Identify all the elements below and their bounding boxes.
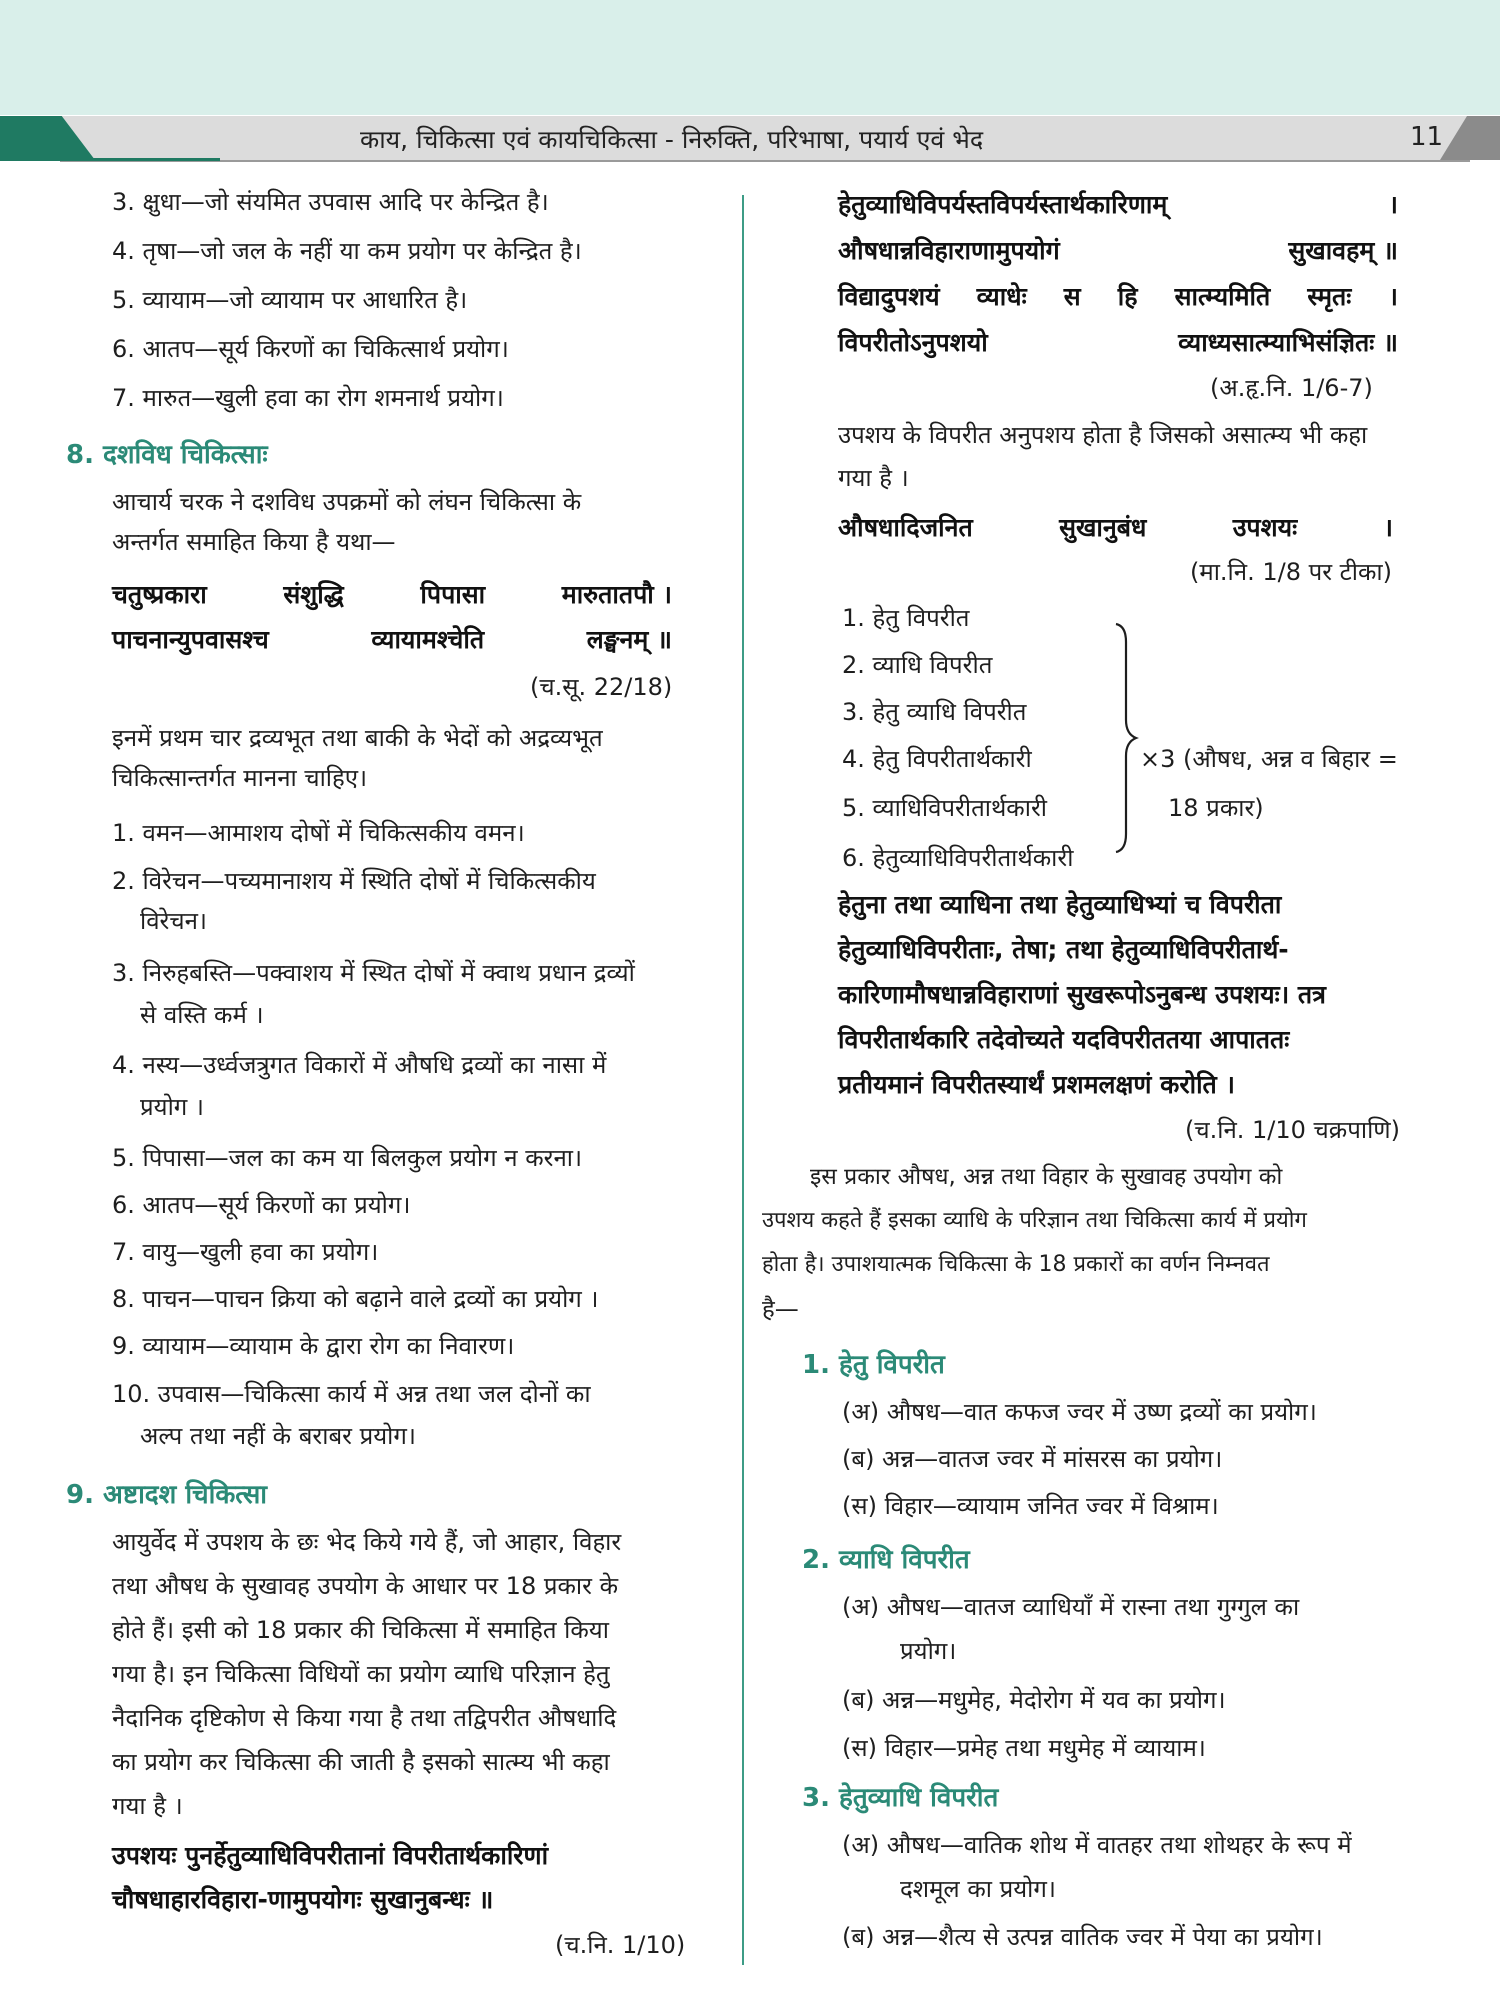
sanskrit-verse-line: विद्यादुपशयं व्याधेः स हि सात्म्यमिति स्मृतः ।: [838, 282, 1398, 311]
list-item: 10. उपवास—चिकित्सा कार्य में अन्न तथा जल दोनों का: [112, 1380, 591, 1408]
list-item: 5. पिपासा—जल का कम या बिलकुल प्रयोग न करना।: [112, 1144, 583, 1172]
sanskrit-verse-line: औषधादिजनित सुखानुबंध उपशयः ।: [838, 513, 1393, 542]
list-item: 4. नस्य—उर्ध्वजत्रुगत विकारों में औषधि द्रव्यों का नासा में: [112, 1051, 607, 1079]
top-band: [0, 0, 1500, 115]
paragraph-line: तथा औषध के सुखावह उपयोग के आधार पर 18 प्रकार के: [112, 1572, 619, 1600]
section-heading: 3. हेतुव्याधि विपरीत: [802, 1783, 999, 1813]
paragraph-line: उपशय कहते हैं इसका व्याधि के परिज्ञान तथा चिकित्सा कार्य में प्रयोग: [762, 1208, 1307, 1233]
page-header: [0, 112, 1500, 164]
paragraph-line: आयुर्वेद में उपशय के छः भेद किये गये हैं, जो आहार, विहार: [112, 1528, 622, 1556]
list-item: 3. निरुहबस्ति—पक्वाशय में स्थित दोषों में क्वाथ प्रधान द्रव्यों: [112, 959, 635, 987]
list-item: 1. वमन—आमाशय दोषों में चिकित्सकीय वमन।: [112, 819, 525, 847]
paragraph-line: का प्रयोग कर चिकित्सा की जाती है इसको सात्म्य भी कहा: [112, 1748, 610, 1776]
column-divider: [742, 195, 744, 1965]
paragraph-line: होता है। उपाशयात्मक चिकित्सा के 18 प्रकारों का वर्णन निम्नवत: [762, 1252, 1270, 1277]
paragraph-line: उपशय के विपरीत अनुपशय होता है जिसको असात्म्य भी कहा: [838, 421, 1368, 449]
list-item: 7. मारुत—खुली हवा का रोग शमनार्थ प्रयोग।: [112, 384, 504, 412]
list-item: 4. तृषा—जो जल के नहीं या कम प्रयोग पर केन्द्रित है।: [112, 237, 582, 265]
list-item: (ब) अन्न—वातज ज्वर में मांसरस का प्रयोग।: [842, 1445, 1223, 1473]
list-item: प्रयोग।: [900, 1637, 957, 1665]
list-item: दशमूल का प्रयोग।: [900, 1875, 1056, 1903]
list-item: 6. हेतुव्याधिविपरीतार्थकारी: [842, 844, 1074, 872]
paragraph-line: नैदानिक दृष्टिकोण से किया गया है तथा तद्विपरीत औषधादि: [112, 1704, 617, 1732]
multiplier-note: 18 प्रकार): [1168, 794, 1264, 822]
section-heading: 2. व्याधि विपरीत: [802, 1545, 970, 1575]
reference: (अ.हृ.नि. 1/6-7): [1210, 374, 1373, 402]
paragraph-line: चिकित्सान्तर्गत मानना चाहिए।: [112, 764, 368, 792]
multiplier-note: ×3 (औषध, अन्न व बिहार =: [1140, 745, 1398, 773]
section-heading: 9. अष्टादश चिकित्सा: [66, 1480, 268, 1510]
paragraph-line: गया है ।: [838, 464, 909, 492]
header-title: काय, चिकित्सा एवं कायचिकित्सा - निरुक्ति, परिभाषा, पयार्य एवं भेद: [360, 125, 984, 154]
paragraph-line: गया है। इन चिकित्सा विधियों का प्रयोग व्याधि परिज्ञान हेतु: [112, 1660, 610, 1688]
list-item: (अ) औषध—वात कफज ज्वर में उष्ण द्रव्यों का प्रयोग।: [842, 1398, 1317, 1426]
sanskrit-verse-line: उपशयः पुनर्हेतुव्याधिविपरीतानां विपरीतार्थकारिणां: [112, 1841, 549, 1870]
list-item: 8. पाचन—पाचन क्रिया को बढ़ाने वाले द्रव्यों का प्रयोग ।: [112, 1285, 599, 1313]
list-item: अल्प तथा नहीं के बराबर प्रयोग।: [140, 1422, 417, 1450]
list-item: 5. व्याधिविपरीतार्थकारी: [842, 794, 1047, 822]
header-green-line: [0, 158, 220, 161]
list-item: (ब) अन्न—मधुमेह, मेदोरोग में यव का प्रयोग।: [842, 1686, 1226, 1714]
sanskrit-verse-line: चतुष्प्रकारा संशुद्धि पिपासा मारुतातपौ ।: [112, 580, 672, 609]
sanskrit-verse-line: पाचनान्युपवासश्च व्यायामश्चेति लङ्घनम् ॥: [112, 625, 672, 654]
sanskrit-verse-line: औषधान्नविहाराणामुपयोगं सुखावहम् ॥: [838, 236, 1398, 265]
sanskrit-verse-line: विपरीतोऽनुपशयो व्याध्यसात्म्याभिसंज्ञितः ॥: [838, 328, 1398, 357]
list-item: (ब) अन्न—शैत्य से उत्पन्न वातिक ज्वर में पेया का प्रयोग।: [842, 1923, 1323, 1951]
paragraph-line: इनमें प्रथम चार द्रव्यभूत तथा बाकी के भेदों को अद्रव्यभूत: [112, 724, 603, 752]
sanskrit-verse-line: हेतुव्याधिविपर्यस्तविपर्यस्तार्थकारिणाम् ।: [838, 190, 1398, 219]
section-heading: 8. दशविध चिकित्साः: [66, 440, 268, 470]
list-item: प्रयोग ।: [140, 1093, 205, 1121]
commentary-line: हेतुव्याधिविपरीताः, तेषा; तथा हेतुव्याधिविपरीतार्थ-: [838, 935, 1289, 964]
list-item: से वस्ति कर्म ।: [140, 1001, 264, 1029]
curly-brace-icon: [1112, 622, 1142, 854]
paragraph-line: है—: [762, 1295, 799, 1323]
list-item: 4. हेतु विपरीतार्थकारी: [842, 745, 1032, 773]
reference: (च.सू. 22/18): [530, 673, 673, 701]
list-item: विरेचन।: [140, 907, 208, 935]
list-item: 2. विरेचन—पच्यमानाशय में स्थिति दोषों में चिकित्सकीय: [112, 867, 596, 895]
paragraph-line: गया है ।: [112, 1792, 183, 1820]
list-item: 3. क्षुधा—जो संयमित उपवास आदि पर केन्द्रित है।: [112, 188, 549, 216]
list-item: 6. आतप—सूर्य किरणों का प्रयोग।: [112, 1191, 411, 1219]
commentary-line: कारिणामौषधान्नविहाराणां सुखरूपोऽनुबन्ध उपशयः। तत्र: [838, 980, 1326, 1009]
commentary-line: प्रतीयमानं विपरीतस्यार्थं प्रशमलक्षणं करोति ।: [838, 1070, 1235, 1099]
paragraph-line: आचार्य चरक ने दशविध उपक्रमों को लंघन चिकित्सा के: [112, 488, 582, 516]
reference: (च.नि. 1/10 चक्रपाणि): [1185, 1116, 1401, 1144]
list-item: 2. व्याधि विपरीत: [842, 651, 993, 679]
list-item: 6. आतप—सूर्य किरणों का चिकित्सार्थ प्रयोग।: [112, 335, 509, 363]
reference: (मा.नि. 1/8 पर टीका): [1190, 558, 1393, 586]
list-item: (स) विहार—व्यायाम जनित ज्वर में विश्राम।: [842, 1492, 1219, 1520]
list-item: (अ) औषध—वातिक शोथ में वातहर तथा शोथहर के रूप में: [842, 1831, 1352, 1859]
list-item: 3. हेतु व्याधि विपरीत: [842, 698, 1027, 726]
section-heading: 1. हेतु विपरीत: [802, 1350, 945, 1380]
list-item: (अ) औषध—वातज व्याधियाँ में रास्ना तथा गुग्गुल का: [842, 1593, 1300, 1621]
list-item: 1. हेतु विपरीत: [842, 604, 970, 632]
paragraph-line: अन्तर्गत समाहित किया है यथा—: [112, 528, 396, 556]
paragraph-line: इस प्रकार औषध, अन्न तथा विहार के सुखावह उपयोग को: [810, 1164, 1283, 1190]
reference: (च.नि. 1/10): [555, 1931, 686, 1959]
list-item: 9. व्यायाम—व्यायाम के द्वारा रोग का निवारण।: [112, 1332, 515, 1360]
paragraph-line: होते हैं। इसी को 18 प्रकार की चिकित्सा में समाहित किया: [112, 1616, 609, 1644]
list-item: 7. वायु—खुली हवा का प्रयोग।: [112, 1238, 379, 1266]
list-item: (स) विहार—प्रमेह तथा मधुमेह में व्यायाम।: [842, 1734, 1206, 1762]
page-number: 11: [1410, 122, 1444, 152]
list-item: 5. व्यायाम—जो व्यायाम पर आधारित है।: [112, 286, 468, 314]
commentary-line: हेतुना तथा व्याधिना तथा हेतुव्याधिभ्यां च विपरीता: [838, 890, 1282, 919]
sanskrit-verse-line: चौषधाहारविहारा-णामुपयोगः सुखानुबन्धः ॥: [112, 1885, 494, 1914]
commentary-line: विपरीतार्थकारि तदेवोच्यते यदविपरीततया आपाततः: [838, 1025, 1290, 1054]
